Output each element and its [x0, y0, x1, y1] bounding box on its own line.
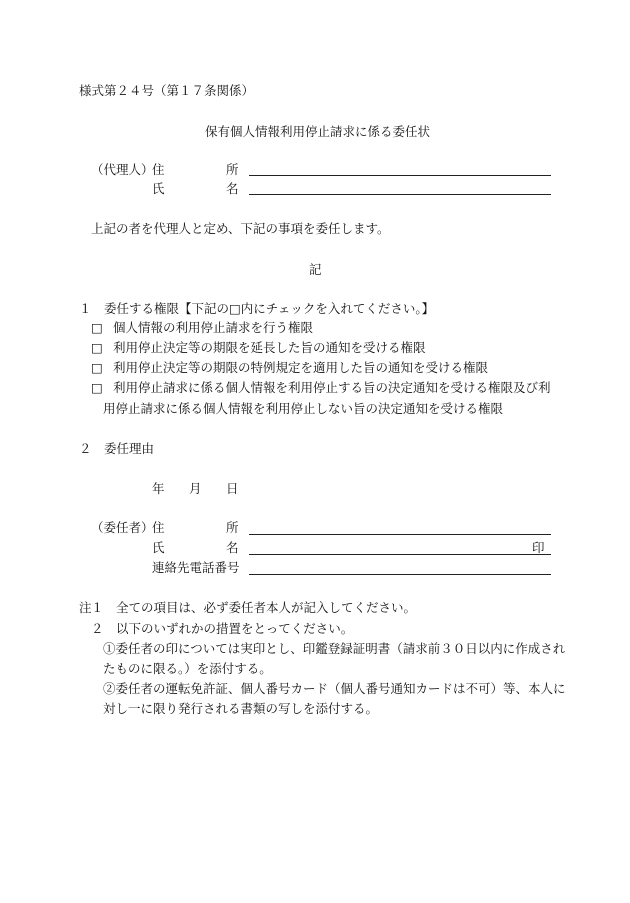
seal-mark: 印 [532, 540, 545, 555]
principal-address-label: 住 [152, 520, 165, 535]
notes-prefix: 注 [79, 600, 92, 615]
date-year: 年 [152, 481, 165, 496]
authority-item-text: 利用停止決定等の期限を延長した旨の通知を受ける権限 [113, 340, 426, 355]
checkbox[interactable]: □ [91, 360, 103, 375]
agent-label: （代理人） [91, 162, 154, 177]
note-2a-line-2: たものに限る。）を添付する。 [103, 661, 272, 676]
agent-address-label: 住 [152, 162, 165, 177]
document-title: 保有個人情報利用停止請求に係る委任状 [205, 124, 431, 139]
agent-name-label-2: 名 [226, 181, 239, 196]
agent-name-label: 氏 [152, 181, 165, 196]
section1-heading: １ 委任する権限【下記の□内にチェックを入れてください。】 [79, 301, 435, 316]
date-month: 月 [189, 481, 202, 496]
principal-address-field[interactable] [249, 534, 551, 535]
authority-item-text: 利用停止請求に係る個人情報を利用停止する旨の決定通知を受ける権限及び利 [113, 380, 551, 395]
ki-heading: 記 [309, 262, 322, 277]
authority-item [91, 380, 551, 396]
note-1-number: １ [91, 600, 104, 615]
principal-address-label-2: 所 [226, 520, 239, 535]
principal-name-field[interactable] [249, 554, 551, 555]
authority-item [91, 360, 488, 376]
note-1-text: 全ての項目は、必ず委任者本人が記入してください。 [116, 600, 417, 615]
checkbox[interactable]: □ [91, 380, 103, 395]
section2-heading: ２ 委任理由 [79, 441, 155, 456]
authority-item-text: 利用停止決定等の期限の特例規定を適用した旨の通知を受ける権限 [113, 360, 489, 375]
agent-name-field[interactable] [249, 194, 551, 195]
delegation-statement: 上記の者を代理人と定め、下記の事項を委任します。 [91, 221, 390, 236]
note-2b-line-2: 対し一に限り発行される書類の写しを添付する。 [103, 701, 379, 716]
principal-phone-label: 連絡先電話番号 [152, 560, 240, 575]
agent-address-label-2: 所 [226, 162, 239, 177]
form-number: 様式第２４号（第１７条関係） [79, 83, 255, 98]
principal-phone-field[interactable] [249, 574, 551, 575]
note-2a-line-1: ①委任者の印については実印とし、印鑑登録証明書（請求前３０日以内に作成され [103, 641, 566, 656]
checkbox[interactable]: □ [91, 340, 103, 355]
authority-item-text: 個人情報の利用停止請求を行う権限 [113, 320, 314, 335]
authority-item [91, 340, 426, 356]
date-day: 日 [226, 481, 239, 496]
note-2-text: 以下のいずれかの措置をとってください。 [116, 621, 354, 636]
principal-name-label: 氏 [152, 540, 165, 555]
agent-address-field[interactable] [249, 175, 551, 176]
principal-name-label-2: 名 [226, 540, 239, 555]
note-2b-line-1: ②委任者の運転免許証、個人番号カード（個人番号通知カードは不可）等、本人に [103, 681, 566, 696]
authority-item [91, 320, 313, 336]
note-2-number: ２ [91, 621, 104, 636]
checkbox[interactable]: □ [91, 320, 103, 335]
authority-item-continuation: 用停止請求に係る個人情報を利用停止しない旨の決定通知を受ける権限 [103, 401, 504, 416]
principal-label: （委任者） [91, 520, 154, 535]
